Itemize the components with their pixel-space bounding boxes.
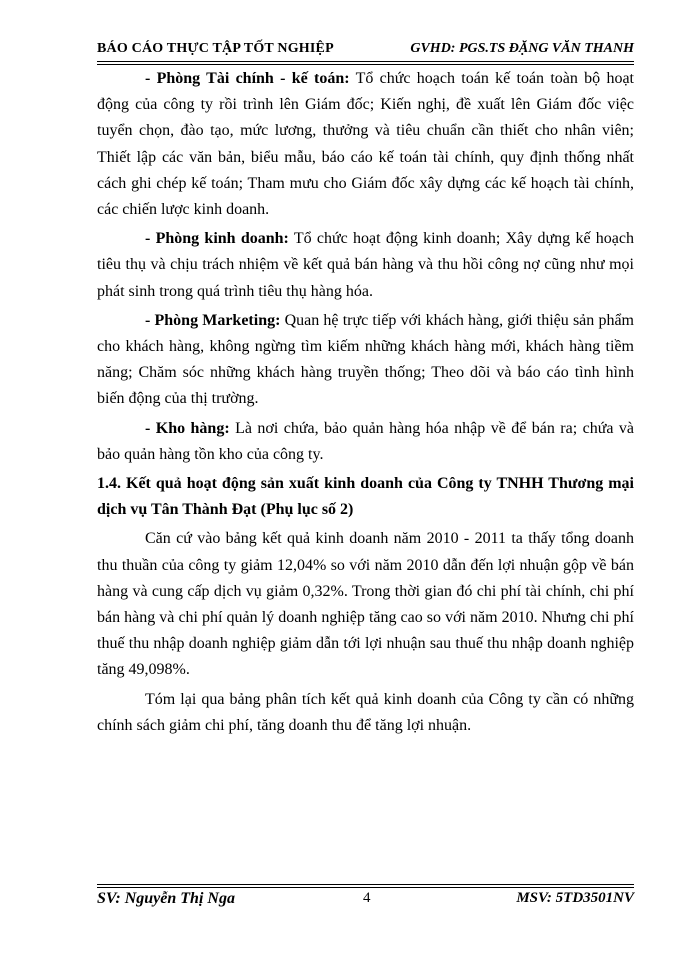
- page-footer: [97, 890, 634, 912]
- footer-rule: [97, 884, 634, 885]
- marketing-title: - Phòng Marketing:: [145, 311, 281, 329]
- finance-text: Tổ chức hoạch toán kế toán toàn bộ hoạt động của công ty rồi trình lên Giám đốc; Kiến nghị, đề xuất lên Giám đốc việc tuyển chọn, đào tạo, mức lương, thưởng và tiêu chuẩn cần thiết cho nhân viên; Thiết lập các văn bản, biểu mẫu, báo cáo kế toán tài chính, quy định thống nhất cách ghi chép kế toán; Tham mưu cho Giám đốc xây dựng các kế hoạch tài chính, các chiến lược kinh doanh.: [97, 70, 634, 219]
- paragraph-summary: Tóm lại qua bảng phân tích kết quả kinh doanh của Công ty cần có những chính sách giảm chi phí, tăng doanh thu để tăng lợi nhuận.: [97, 690, 634, 734]
- paragraph-warehouse: [97, 416, 634, 468]
- page-body: [97, 66, 634, 739]
- header-rule: [97, 61, 634, 62]
- page-header: [97, 41, 634, 61]
- sales-text: Tổ chức hoạt động kinh doanh; Xây dựng kế hoạch tiêu thụ và chịu trách nhiệm về kết quả bán hàng và thu hồi công nợ cũng như mọi phát sinh trong quá trình tiêu thụ hàng hóa.: [97, 230, 635, 300]
- page-number: 4: [363, 890, 371, 906]
- header-supervisor: GVHD: PGS.TS ĐẶNG VĂN THANH: [410, 41, 634, 56]
- footer-rule-thin: [97, 887, 634, 888]
- warehouse-text: Là nơi chứa, bảo quản hàng hóa nhập về để bán ra; chứa và bảo quản hàng tồn kho của công ty.: [97, 419, 634, 463]
- paragraph-marketing: [97, 308, 634, 413]
- footer-student-name: SV: Nguyễn Thị Nga: [97, 890, 235, 907]
- sales-title: - Phòng kinh doanh:: [145, 230, 289, 248]
- paragraph-sales: [97, 226, 634, 305]
- finance-title: - Phòng Tài chính - kế toán:: [145, 70, 350, 87]
- header-report-title: BÁO CÁO THỰC TẬP TỐT NGHIỆP: [97, 41, 334, 56]
- paragraph-finance: [97, 66, 634, 223]
- section-heading-1-4: 1.4. Kết quả hoạt động sản xuất kinh doanh của Công ty TNHH Thương mại dịch vụ Tân Thành Đạt (Phụ lục số 2): [97, 475, 634, 519]
- marketing-text: Quan hệ trực tiếp với khách hàng, giới thiệu sản phẩm cho khách hàng, không ngừng tìm kiếm những khách hàng mới, khách hàng tiềm năng; Chăm sóc những khách hàng truyền thống; Theo dõi và báo cáo tình hình biến động của thị trường.: [97, 311, 634, 408]
- header-rule-thin: [97, 64, 634, 65]
- warehouse-title: - Kho hàng:: [145, 419, 230, 437]
- paragraph-results: Căn cứ vào bảng kết quả kinh doanh năm 2010 - 2011 ta thấy tổng doanh thu thuần của công ty giảm 12,04% so với năm 2010 dẫn đến lợi nhuận gộp về bán hàng và cung cấp dịch vụ giảm 0,32%. Trong thời gian đó chi phí tài chính, chi phí bán hàng và chi phí quản lý doanh nghiệp tăng cao so với năm 2010. Nhưng chi phí thuế thu nhập doanh nghiệp giảm dẫn tới lợi nhuận sau thuế thu nhập doanh nghiệp tăng 49,098%.: [97, 530, 634, 679]
- footer-student-id: MSV: 5TD3501NV: [516, 890, 634, 906]
